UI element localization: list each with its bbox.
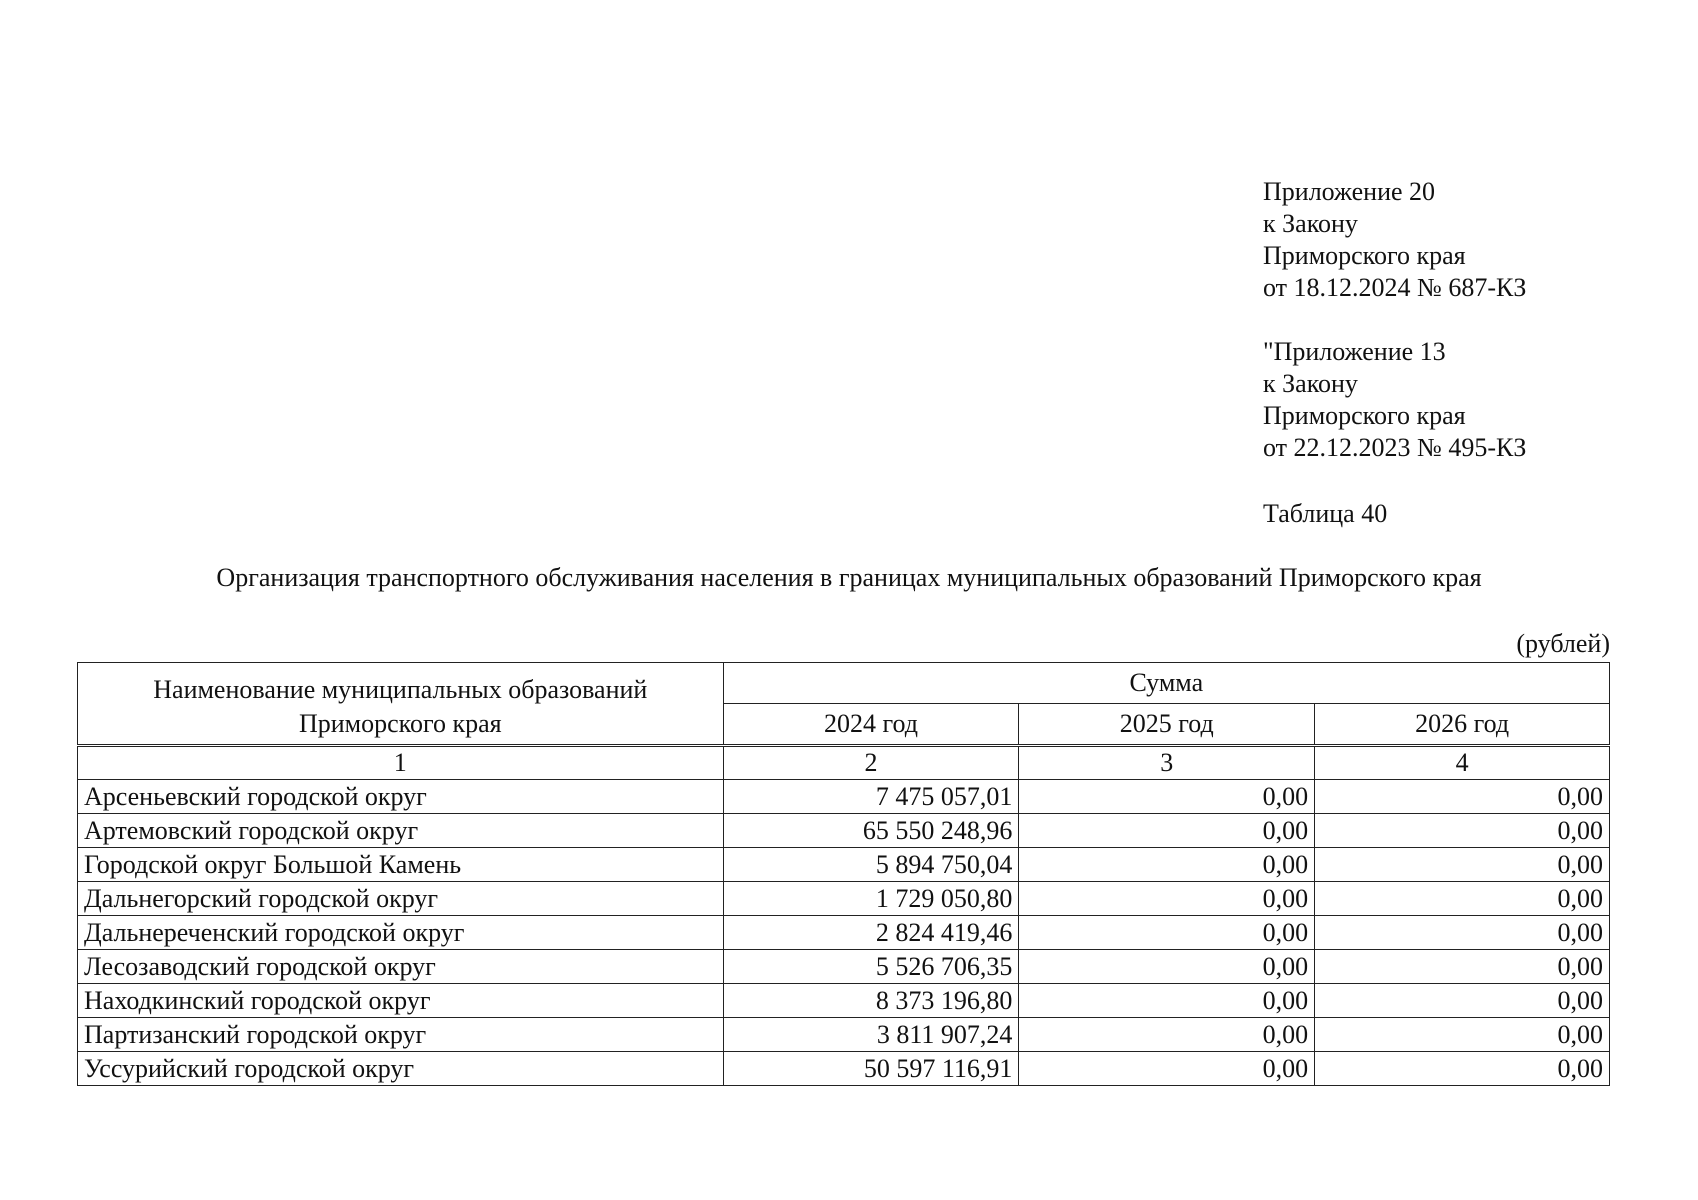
previous-appendix-number: "Приложение 13: [1263, 337, 1446, 366]
column-header-sum: Сумма: [723, 663, 1609, 704]
column-header-name: Наименование муниципальных образований Приморского края: [78, 663, 724, 746]
column-header-2025: 2025 год: [1019, 704, 1315, 746]
amount-2026: 0,00: [1315, 814, 1610, 848]
document-title: Организация транспортного обслуживания населения в границах муниципальных образований Приморского края: [216, 563, 1482, 592]
municipality-name: Арсеньевский городской округ: [78, 780, 724, 814]
table-label: Таблица 40: [1263, 499, 1388, 528]
municipality-name: Лесозаводский городской округ: [78, 950, 724, 984]
appendix-law-date: от 18.12.2024 № 687-КЗ: [1263, 273, 1527, 302]
amount-2024: 2 824 419,46: [723, 916, 1019, 950]
appendix-region: Приморского края: [1263, 241, 1466, 270]
column-header-2026: 2026 год: [1315, 704, 1610, 746]
column-number: 2: [723, 746, 1019, 780]
municipality-name: Уссурийский городской округ: [78, 1052, 724, 1086]
amount-2026: 0,00: [1315, 882, 1610, 916]
amount-2026: 0,00: [1315, 950, 1610, 984]
amount-2024: 3 811 907,24: [723, 1018, 1019, 1052]
amount-2025: 0,00: [1019, 1052, 1315, 1086]
amount-2024: 5 526 706,35: [723, 950, 1019, 984]
table-row: [78, 950, 1610, 984]
table-row: [78, 1052, 1610, 1086]
funding-table: [77, 662, 1610, 1086]
appendix-number: Приложение 20: [1263, 177, 1436, 206]
column-header-2024: 2024 год: [723, 704, 1019, 746]
amount-2025: 0,00: [1019, 814, 1315, 848]
table-row: [78, 984, 1610, 1018]
amount-2026: 0,00: [1315, 780, 1610, 814]
amount-2026: 0,00: [1315, 984, 1610, 1018]
amount-2025: 0,00: [1019, 848, 1315, 882]
appendix-law-line: к Закону: [1263, 209, 1358, 238]
amount-2025: 0,00: [1019, 984, 1315, 1018]
amount-2025: 0,00: [1019, 916, 1315, 950]
previous-law-date: от 22.12.2023 № 495-КЗ: [1263, 433, 1527, 462]
table-row: [78, 882, 1610, 916]
amount-2025: 0,00: [1019, 882, 1315, 916]
column-number: 1: [78, 746, 724, 780]
amount-2024: 5 894 750,04: [723, 848, 1019, 882]
municipality-name: Находкинский городской округ: [78, 984, 724, 1018]
amount-2024: 1 729 050,80: [723, 882, 1019, 916]
previous-region: Приморского края: [1263, 401, 1466, 430]
table-row: [78, 780, 1610, 814]
table-row: [78, 848, 1610, 882]
amount-2025: 0,00: [1019, 950, 1315, 984]
amount-2025: 0,00: [1019, 1018, 1315, 1052]
appendix-header: [1263, 176, 1526, 464]
column-number: 4: [1315, 746, 1610, 780]
amount-2024: 65 550 248,96: [723, 814, 1019, 848]
municipality-name: Дальнегорский городской округ: [78, 882, 724, 916]
municipality-name: Партизанский городской округ: [78, 1018, 724, 1052]
table-row: [78, 814, 1610, 848]
municipality-name: Артемовский городской округ: [78, 814, 724, 848]
municipality-name: Городской округ Большой Камень: [78, 848, 724, 882]
units-label: (рублей): [1516, 629, 1610, 658]
table-row: [78, 1018, 1610, 1052]
amount-2024: 8 373 196,80: [723, 984, 1019, 1018]
amount-2026: 0,00: [1315, 848, 1610, 882]
amount-2026: 0,00: [1315, 1052, 1610, 1086]
table-row: [78, 916, 1610, 950]
column-number: 3: [1019, 746, 1315, 780]
municipality-name: Дальнереченский городской округ: [78, 916, 724, 950]
amount-2024: 7 475 057,01: [723, 780, 1019, 814]
amount-2025: 0,00: [1019, 780, 1315, 814]
amount-2026: 0,00: [1315, 916, 1610, 950]
previous-law-line: к Закону: [1263, 369, 1358, 398]
amount-2024: 50 597 116,91: [723, 1052, 1019, 1086]
amount-2026: 0,00: [1315, 1018, 1610, 1052]
